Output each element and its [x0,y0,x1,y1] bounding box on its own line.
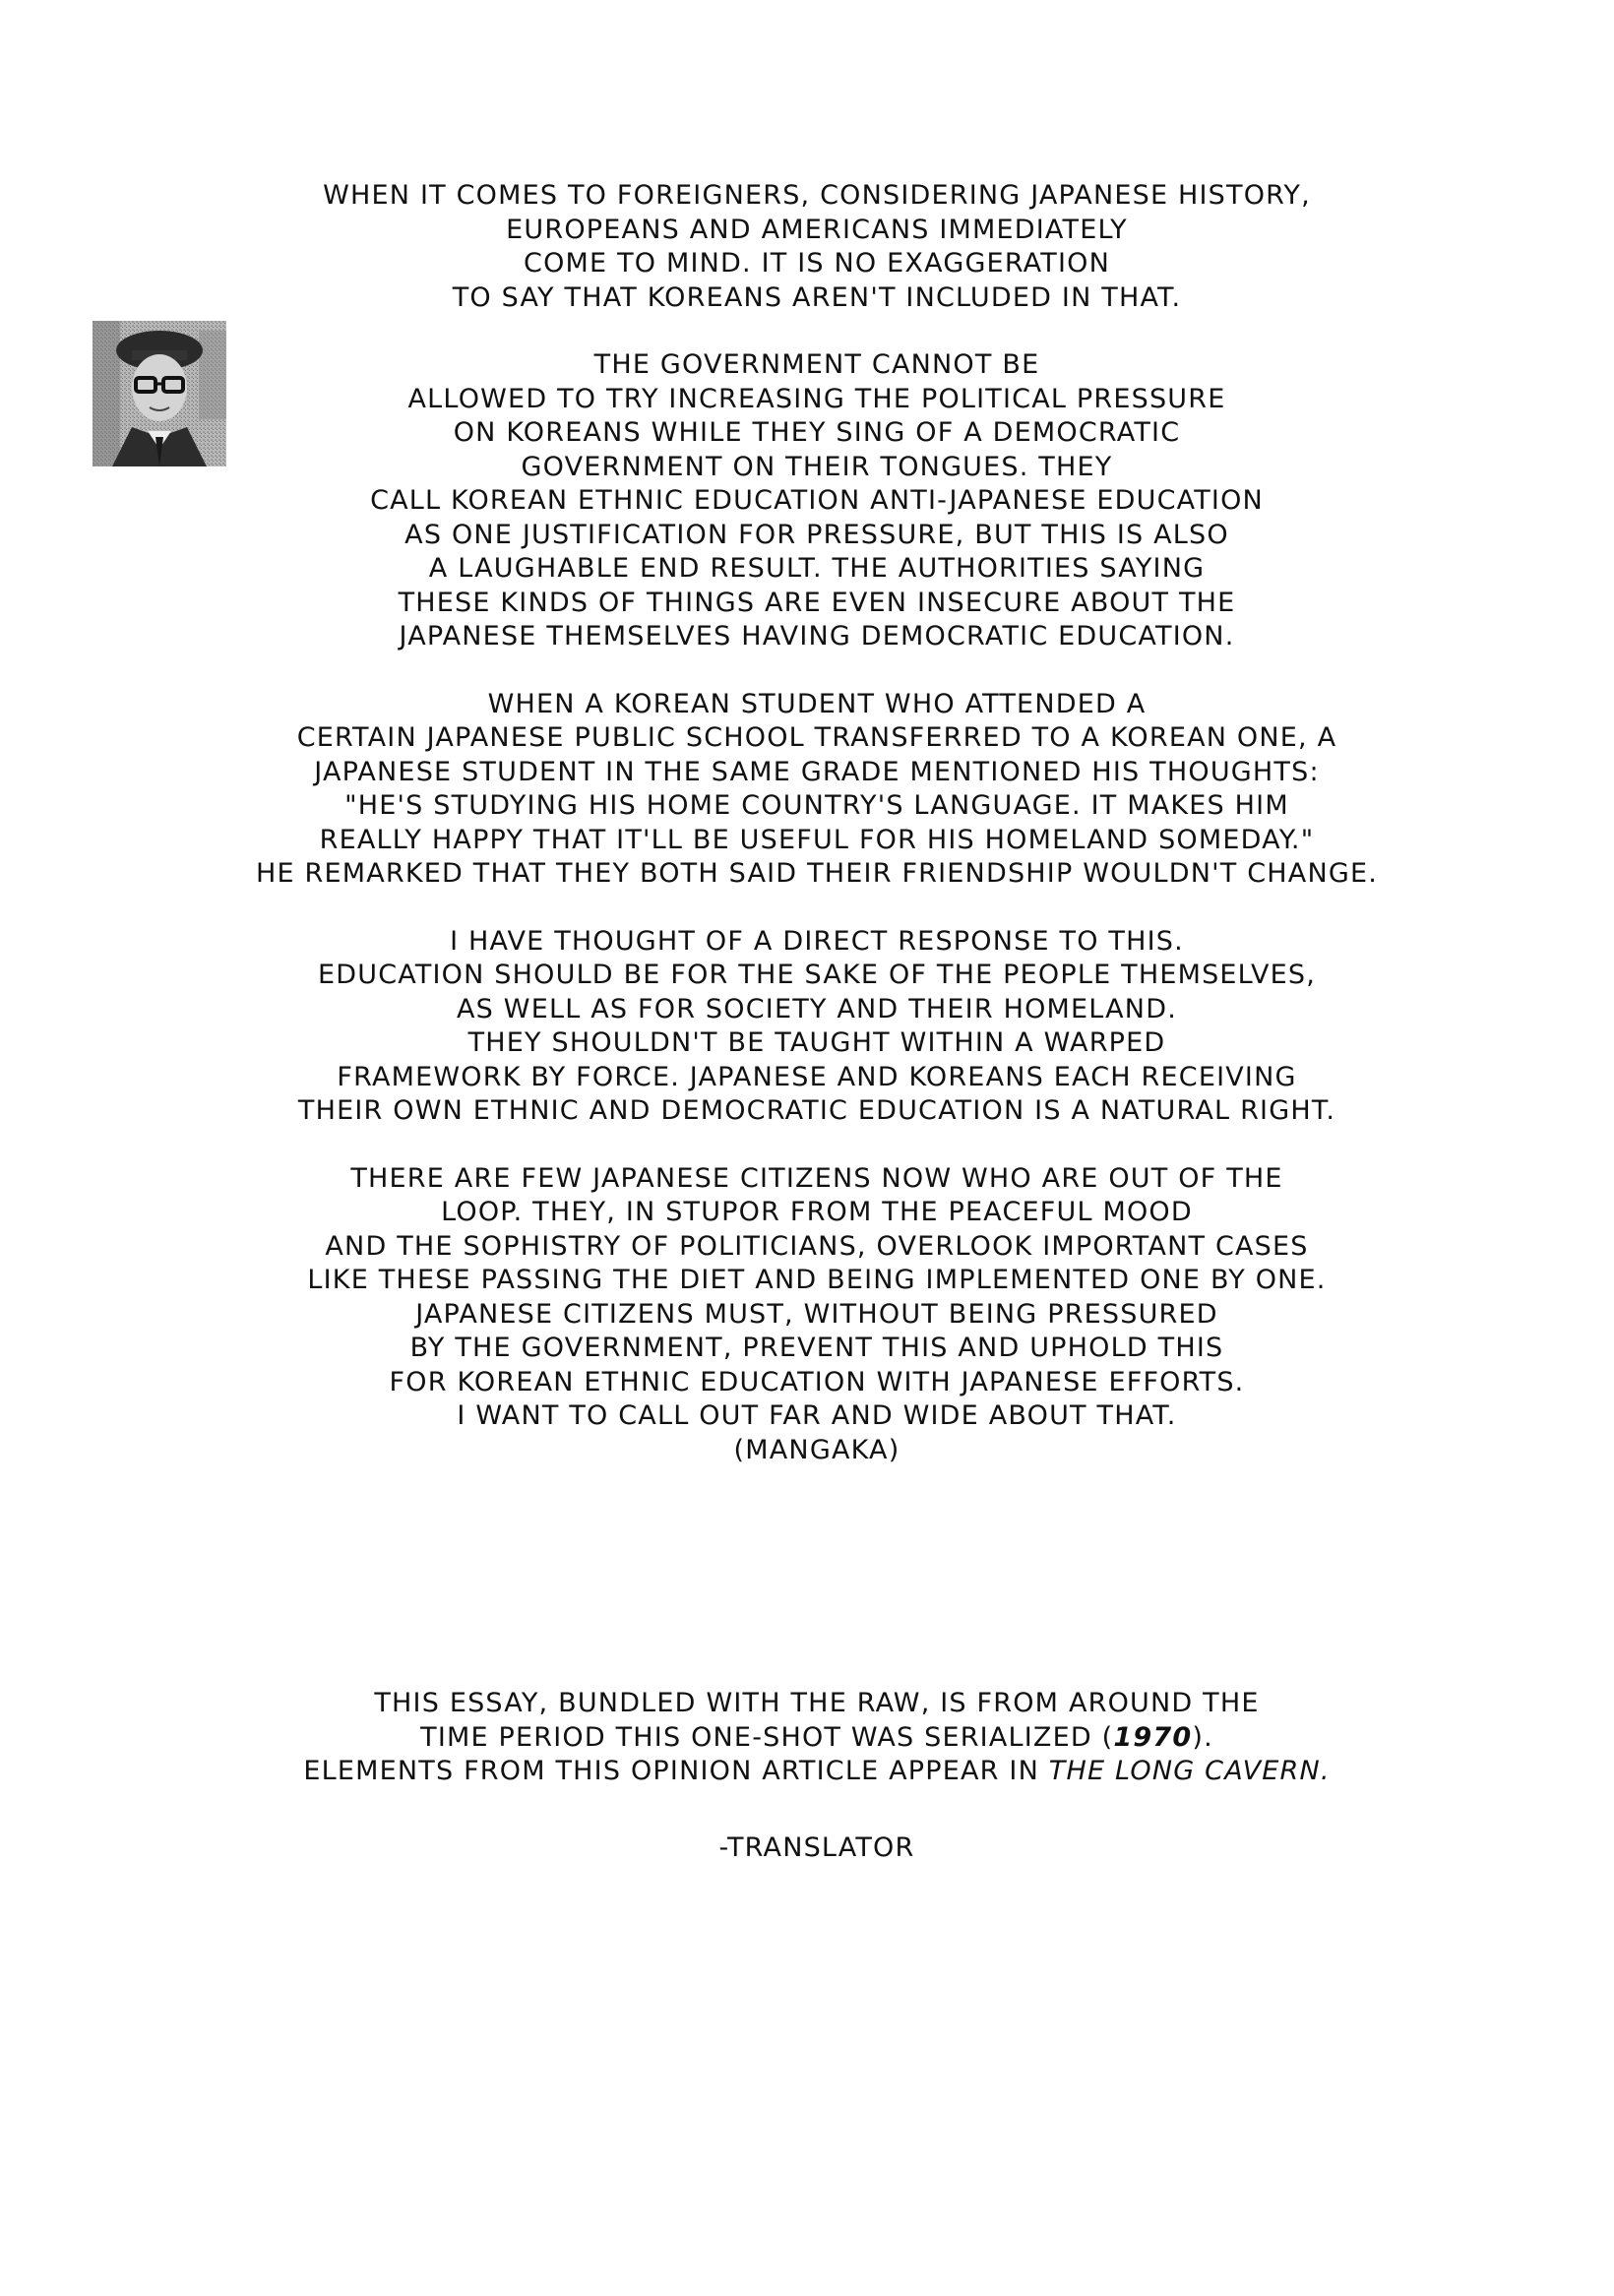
text-line: GOVERNMENT ON THEIR TONGUES. THEY [521,451,1113,482]
note-line [236,1721,1397,1756]
author-signature: (MANGAKA) [733,1434,900,1465]
paragraph-2 [236,348,1397,654]
text-line: THE GOVERNMENT CANNOT BE [593,349,1040,380]
text-line: THEIR OWN ETHNIC AND DEMOCRATIC EDUCATION IS A NATURAL RIGHT. [297,1095,1336,1126]
note-work-title: THE LONG CAVERN. [1048,1756,1331,1786]
translator-credit: -TRANSLATOR [718,1832,915,1863]
text-line: A LAUGHABLE END RESULT. THE AUTHORITIES SAYING [428,553,1206,584]
text-line: I WANT TO CALL OUT FAR AND WIDE ABOUT THAT. [457,1400,1177,1431]
text-line: AND THE SOPHISTRY OF POLITICIANS, OVERLOOK IMPORTANT CASES [325,1230,1309,1262]
text-line: FOR KOREAN ETHNIC EDUCATION WITH JAPANESE EFFORTS. [389,1366,1245,1397]
text-line: FRAMEWORK BY FORCE. JAPANESE AND KOREANS EACH RECEIVING [337,1061,1297,1092]
text-line: WHEN IT COMES TO FOREIGNERS, CONSIDERING JAPANESE HISTORY, [323,180,1311,211]
text-line: TO SAY THAT KOREANS AREN'T INCLUDED IN THAT. [452,281,1182,313]
text-line: REALLY HAPPY THAT IT'LL BE USEFUL FOR HIS HOMELAND SOMEDAY." [319,824,1315,855]
text-line: AS WELL AS FOR SOCIETY AND THEIR HOMELAND. [457,993,1177,1024]
note-text: ). [1192,1721,1213,1753]
text-line: EDUCATION SHOULD BE FOR THE SAKE OF THE PEOPLE THEMSELVES, [317,960,1317,990]
text-line: HE REMARKED THAT THEY BOTH SAID THEIR FRIENDSHIP WOULDN'T CHANGE. [255,858,1379,889]
text-line: JAPANESE STUDENT IN THE SAME GRADE MENTIONED HIS THOUGHTS: [314,756,1320,787]
note-text: ELEMENTS FROM THIS OPINION ARTICLE APPEAR IN [303,1756,1049,1786]
note-line [236,1755,1397,1789]
text-line: "HE'S STUDYING HIS HOME COUNTRY'S LANGUAGE. IT MAKES HIM [344,790,1289,821]
translator-note [236,1687,1397,1789]
text-line: LIKE THESE PASSING THE DIET AND BEING IMPLEMENTED ONE BY ONE. [307,1265,1327,1295]
paragraph-3 [236,688,1397,892]
text-line: CERTAIN JAPANESE PUBLIC SCHOOL TRANSFERRED TO A KOREAN ONE, A [296,722,1337,753]
text-line: THESE KINDS OF THINGS ARE EVEN INSECURE ABOUT THE [398,587,1236,618]
text-line: CALL KOREAN ETHNIC EDUCATION ANTI-JAPANESE EDUCATION [370,485,1264,516]
text-line: LOOP. THEY, IN STUPOR FROM THE PEACEFUL MOOD [441,1197,1193,1227]
text-line: JAPANESE CITIZENS MUST, WITHOUT BEING PRESSURED [415,1298,1218,1330]
text-line: JAPANESE THEMSELVES HAVING DEMOCRATIC EDUCATION. [399,621,1235,652]
author-portrait-icon [93,321,226,466]
author-photo [93,321,226,466]
text-line: ON KOREANS WHILE THEY SING OF A DEMOCRATIC [453,417,1181,448]
text-line: THEY SHOULDN'T BE TAUGHT WITHIN A WARPED [467,1027,1166,1058]
paragraph-5 [236,1162,1397,1468]
text-line: EUROPEANS AND AMERICANS IMMEDIATELY [506,214,1128,245]
paragraph-4 [236,925,1397,1129]
paragraph-1 [236,179,1397,315]
text-line: WHEN A KOREAN STUDENT WHO ATTENDED A [487,688,1147,719]
text-line: THERE ARE FEW JAPANESE CITIZENS NOW WHO ARE OUT OF THE [350,1162,1283,1194]
text-line: I HAVE THOUGHT OF A DIRECT RESPONSE TO THIS. [450,925,1184,957]
text-line: COME TO MIND. IT IS NO EXAGGERATION [524,248,1110,279]
note-year: 1970 [1113,1721,1193,1753]
essay-body [236,179,1397,1501]
note-line: THIS ESSAY, BUNDLED WITH THE RAW, IS FROM AROUND THE [374,1688,1260,1718]
text-line: AS ONE JUSTIFICATION FOR PRESSURE, BUT THIS IS ALSO [404,519,1229,550]
note-text: TIME PERIOD THIS ONE-SHOT WAS SERIALIZED ( [420,1721,1114,1753]
text-line: BY THE GOVERNMENT, PREVENT THIS AND UPHOLD THIS [409,1333,1224,1363]
text-line: ALLOWED TO TRY INCREASING THE POLITICAL PRESSURE [407,383,1226,414]
